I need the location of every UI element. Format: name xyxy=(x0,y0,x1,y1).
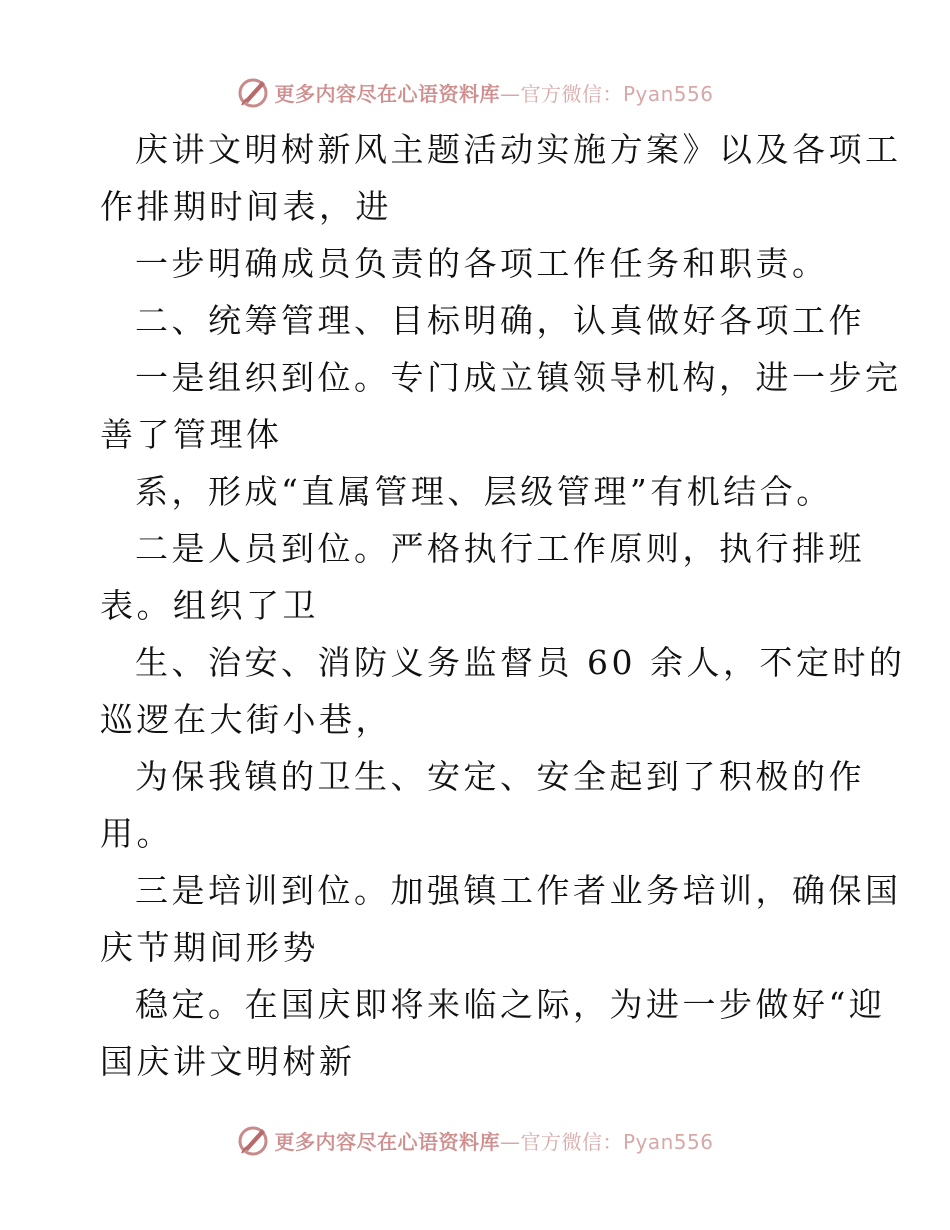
text-line: 为保我镇的卫生、安定、安全起到了积极的作 xyxy=(135,757,865,796)
text-line: 生、治安、消防义务监督员 60 余人，不定时的 xyxy=(135,643,906,682)
watermark-wechat: 官方微信：Pyan556 xyxy=(520,81,714,106)
text-line: 稳定。在国庆即将来临之际，为进一步做好“迎 xyxy=(135,985,886,1024)
watermark-dash: — xyxy=(499,81,521,106)
text-line: 国庆讲文明树新 xyxy=(100,1042,356,1081)
document-body xyxy=(100,121,906,1090)
text-line: 表。组织了卫 xyxy=(100,586,319,625)
text-line: 三是培训到位。加强镇工作者业务培训，确保国 xyxy=(135,871,902,910)
text-line: 二是人员到位。严格执行工作原则，执行排班 xyxy=(135,529,865,568)
quill-logo-icon xyxy=(236,75,270,109)
watermark-wechat: 官方微信：Pyan556 xyxy=(520,1129,714,1154)
watermark-dash: — xyxy=(499,1129,521,1154)
text-line: 一步明确成员负责的各项工作任务和职责。 xyxy=(135,244,829,283)
watermark-main: 更多内容尽在心语资料库 xyxy=(274,1129,500,1154)
text-line: 庆讲文明树新风主题活动实施方案》以及各项工 xyxy=(135,130,902,169)
text-line: 巡逻在大街小巷， xyxy=(100,700,392,739)
footer-watermark xyxy=(0,1120,950,1160)
text-line: 善了管理体 xyxy=(100,415,283,454)
text-line: 一是组织到位。专门成立镇领导机构，进一步完 xyxy=(135,358,902,397)
quill-logo-icon xyxy=(236,1123,270,1157)
text-line: 作排期时间表，进 xyxy=(100,187,392,226)
watermark-main: 更多内容尽在心语资料库 xyxy=(274,81,500,106)
watermark-text xyxy=(274,78,713,107)
text-line: 用。 xyxy=(100,814,173,853)
section-heading: 二、统筹管理、目标明确，认真做好各项工作 xyxy=(135,301,865,340)
text-line: 系，形成“直属管理、层级管理”有机结合。 xyxy=(135,472,833,511)
text-line: 庆节期间形势 xyxy=(100,928,319,967)
watermark-text xyxy=(274,1126,713,1155)
header-watermark xyxy=(0,72,950,112)
